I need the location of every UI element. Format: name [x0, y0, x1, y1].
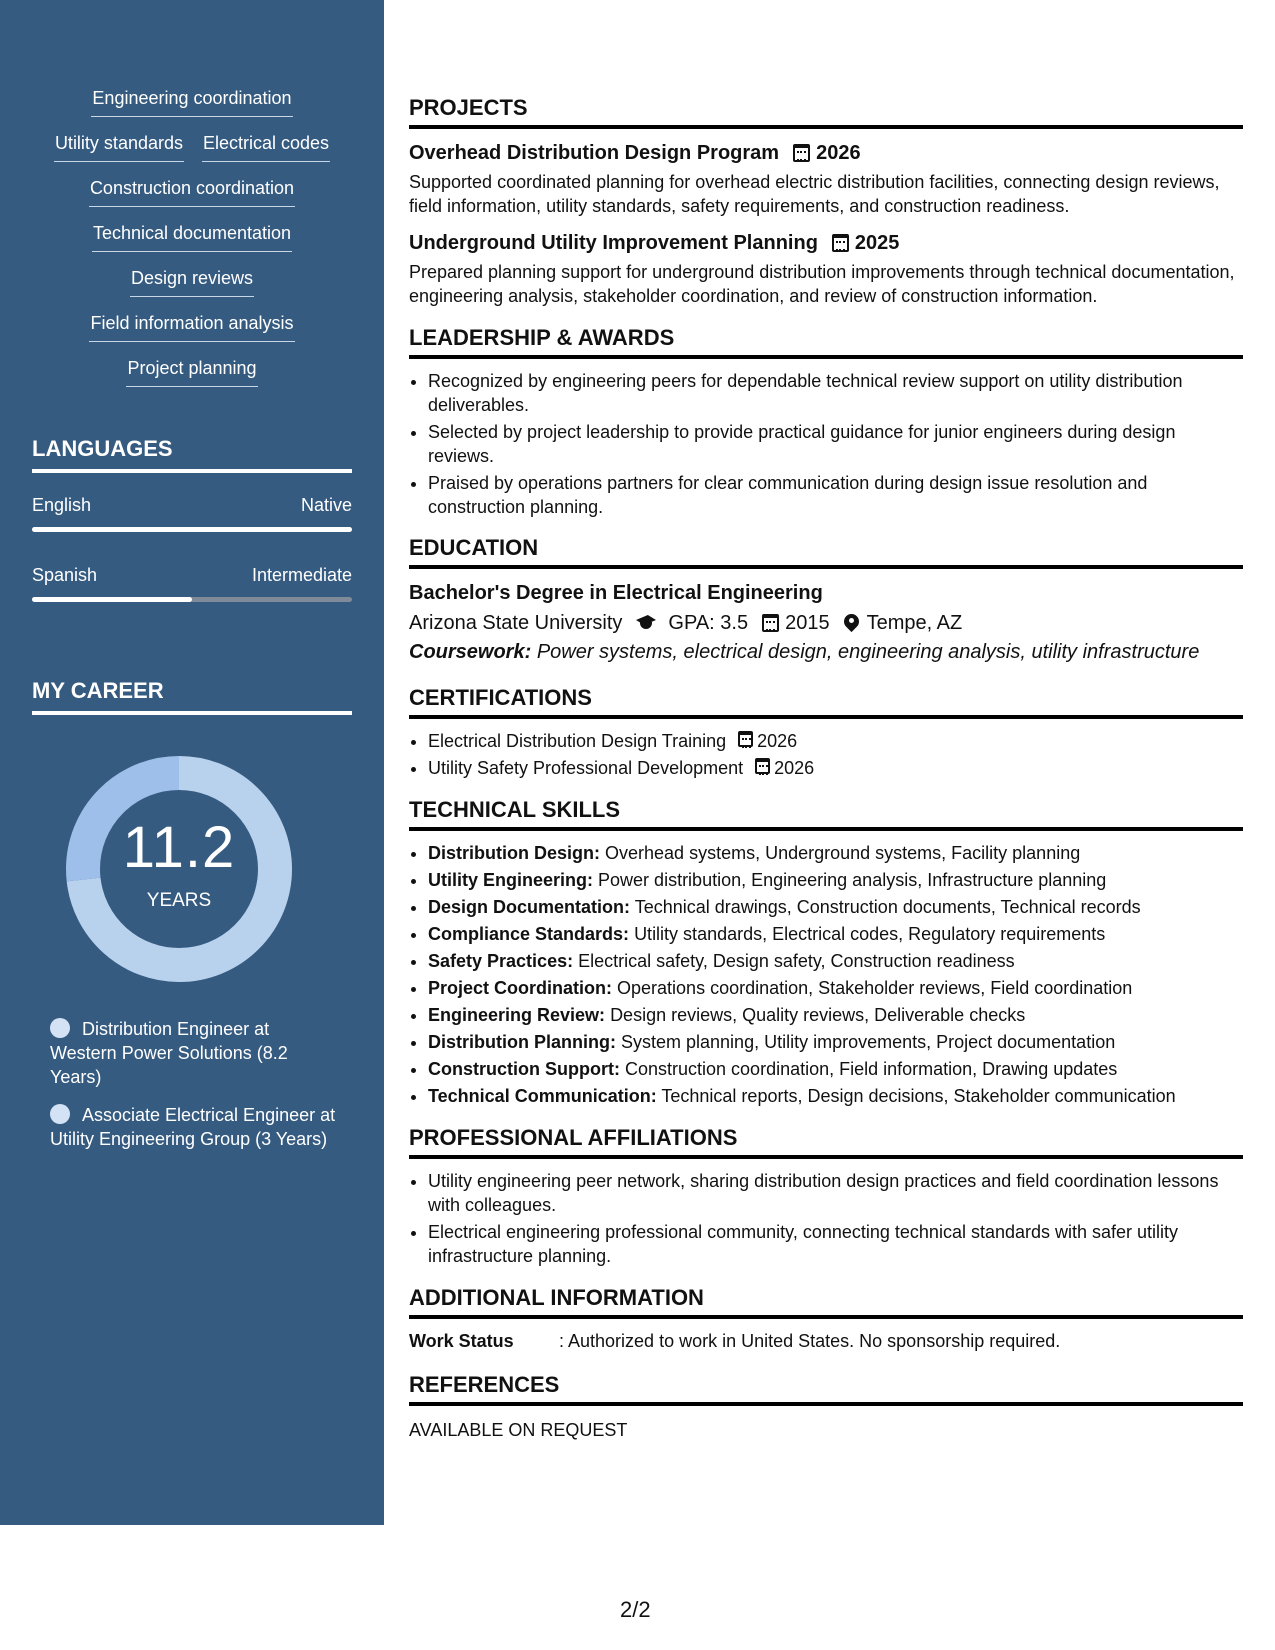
skill-value: Design reviews, Quality reviews, Deliverable checks: [610, 1005, 1026, 1025]
certification-item: [428, 729, 1243, 753]
skill-item: [428, 949, 1243, 973]
certifications-section: [409, 684, 1243, 780]
certification-item: [428, 756, 1243, 780]
language-spanish: [32, 563, 352, 602]
skill-tag: Construction coordination: [89, 176, 295, 207]
section-heading: PROJECTS: [409, 94, 1243, 129]
project-year: 2026: [816, 142, 861, 164]
skill-item: [428, 1030, 1243, 1054]
page-number: 2/2: [620, 1597, 651, 1622]
education-section: [409, 534, 1243, 666]
skill-value: System planning, Utility improvements, Project documentation: [621, 1032, 1116, 1052]
career-item-text: Distribution Engineer at Western Power Solutions (8.2 Years): [50, 1019, 288, 1087]
language-english: [32, 493, 352, 532]
affiliations-section: [409, 1124, 1243, 1268]
skill-item: [428, 868, 1243, 892]
calendar-icon: [793, 144, 810, 162]
calendar-icon: [738, 731, 753, 747]
skill-label: Construction Support:: [428, 1059, 620, 1079]
degree-title: Bachelor's Degree in Electrical Engineering: [409, 582, 823, 604]
skill-value: Operations coordination, Stakeholder reviews, Field coordination: [617, 978, 1133, 998]
skill-tag: Field information analysis: [89, 311, 294, 342]
calendar-icon: [762, 614, 779, 632]
section-heading: PROFESSIONAL AFFILIATIONS: [409, 1124, 1243, 1159]
language-level: Intermediate: [251, 565, 352, 585]
list-item: • Praised by operations partners for clear communication during design issue resolution and construction planning.: [428, 471, 1243, 519]
references-section: [409, 1371, 1243, 1442]
career-dot-icon: [50, 1104, 70, 1124]
skill-value: Utility standards, Electrical codes, Regulatory requirements: [634, 924, 1106, 944]
leadership-section: [409, 324, 1243, 519]
skill-label: Project Coordination:: [428, 978, 612, 998]
skill-item: [428, 1084, 1243, 1108]
coursework: [409, 638, 1243, 666]
work-status-label: Work Status: [409, 1331, 514, 1351]
project-title: Overhead Distribution Design Program: [409, 142, 780, 164]
skill-label: Design Documentation:: [428, 897, 631, 917]
section-heading: REFERENCES: [409, 1371, 1243, 1406]
technical-skills-section: [409, 796, 1243, 1108]
language-bar: [32, 527, 352, 532]
skill-label: Technical Communication:: [428, 1086, 657, 1106]
skill-item: [428, 1057, 1243, 1081]
career-total: 11.2: [122, 815, 236, 880]
skill-value: Overhead systems, Underground systems, Facility planning: [605, 843, 1081, 863]
skill-label: Distribution Planning:: [428, 1032, 616, 1052]
work-status-row: [409, 1329, 1243, 1353]
additional-info-section: [409, 1284, 1243, 1353]
certification-year: 2026: [774, 758, 815, 778]
calendar-icon: [832, 234, 849, 252]
career-item-text: Associate Electrical Engineer at Utility Engineering Group (3 Years): [50, 1105, 336, 1149]
skill-value: Technical reports, Design decisions, Stakeholder communication: [661, 1086, 1176, 1106]
career-unit: YEARS: [146, 890, 212, 911]
career-item: [50, 1017, 340, 1089]
language-name: English: [32, 495, 92, 515]
gpa: GPA: 3.5: [668, 612, 749, 634]
project-description: Prepared planning support for underground distribution improvements through technical documentation, engineering analysis, stakeholder coordination, and review of construction information.: [409, 262, 1235, 306]
certification-name: Electrical Distribution Design Training: [428, 731, 727, 751]
education-details: [409, 609, 1243, 637]
projects-section: [409, 94, 1243, 308]
languages-heading: LANGUAGES: [32, 436, 352, 473]
project-title-row: [409, 139, 1243, 167]
skill-item: [428, 1003, 1243, 1027]
skill-value: Electrical safety, Design safety, Construction readiness: [578, 951, 1015, 971]
skill-item: [428, 976, 1243, 1000]
language-bar-fill: [32, 597, 192, 602]
skill-value: Power distribution, Engineering analysis, Infrastructure planning: [598, 870, 1107, 890]
skill-tag: Electrical codes: [202, 131, 330, 162]
skill-label: Distribution Design:: [428, 843, 600, 863]
project-year: 2025: [854, 232, 900, 254]
skill-label: Utility Engineering:: [428, 870, 594, 890]
skill-item: [428, 922, 1243, 946]
graduation-cap-icon: [634, 615, 658, 631]
skill-value: Technical drawings, Construction documents, Technical records: [634, 897, 1141, 917]
list-item: • Electrical engineering professional community, connecting technical standards with safer utility infrastructure planning.: [428, 1220, 1243, 1268]
section-heading: EDUCATION: [409, 534, 1243, 569]
work-status-value: : Authorized to work in United States. No sponsorship required.: [559, 1331, 1061, 1351]
language-name: Spanish: [32, 565, 98, 585]
project-title: Underground Utility Improvement Planning: [409, 232, 818, 254]
skill-item: [428, 841, 1243, 865]
school-name: Arizona State University: [409, 612, 623, 634]
sidebar: [0, 0, 384, 1525]
references-text: AVAILABLE ON REQUEST: [409, 1420, 628, 1440]
section-heading: TECHNICAL SKILLS: [409, 796, 1243, 831]
list-item: • Selected by project leadership to provide practical guidance for junior engineers during design reviews.: [428, 420, 1243, 468]
skill-tag: Engineering coordination: [91, 86, 292, 117]
skill-tag: Utility standards: [54, 131, 184, 162]
skill-tag: Design reviews: [130, 266, 254, 297]
skill-value: Construction coordination, Field information, Drawing updates: [625, 1059, 1118, 1079]
skill-label: Compliance Standards:: [428, 924, 630, 944]
main-content: [409, 94, 1243, 1442]
project-description: Supported coordinated planning for overhead electric distribution facilities, connecting design reviews, field information, utility standards, safety requirements, and construction readiness.: [409, 172, 1220, 216]
section-heading: ADDITIONAL INFORMATION: [409, 1284, 1243, 1319]
language-level: Native: [300, 495, 352, 515]
language-bar: [32, 597, 352, 602]
career-dot-icon: [50, 1018, 70, 1038]
calendar-icon: [755, 758, 770, 774]
project-title-row: [409, 229, 1243, 257]
list-item: • Recognized by engineering peers for dependable technical review support on utility distribution deliverables.: [428, 369, 1243, 417]
certification-name: Utility Safety Professional Development: [428, 758, 744, 778]
section-heading: CERTIFICATIONS: [409, 684, 1243, 719]
school-location: Tempe, AZ: [866, 612, 963, 634]
graduation-year: 2015: [785, 612, 830, 634]
coursework-label: Coursework:: [409, 641, 532, 663]
list-item: • Utility engineering peer network, sharing distribution design practices and field coordination lessons with colleagues.: [428, 1169, 1243, 1217]
coursework-text: Power systems, electrical design, engineering analysis, utility infrastructure: [536, 641, 1200, 663]
language-bar-fill: [32, 527, 352, 532]
skills-tags: [32, 86, 352, 401]
certification-year: 2026: [757, 731, 798, 751]
skill-label: Engineering Review:: [428, 1005, 606, 1025]
skill-tag: Technical documentation: [92, 221, 292, 252]
skill-tag: Project planning: [126, 356, 257, 387]
skill-item: [428, 895, 1243, 919]
career-item: [50, 1103, 340, 1151]
career-heading: MY CAREER: [32, 678, 352, 715]
skill-label: Safety Practices:: [428, 951, 574, 971]
career-donut-chart: [66, 756, 292, 982]
location-pin-icon: [844, 614, 859, 633]
section-heading: LEADERSHIP & AWARDS: [409, 324, 1243, 359]
